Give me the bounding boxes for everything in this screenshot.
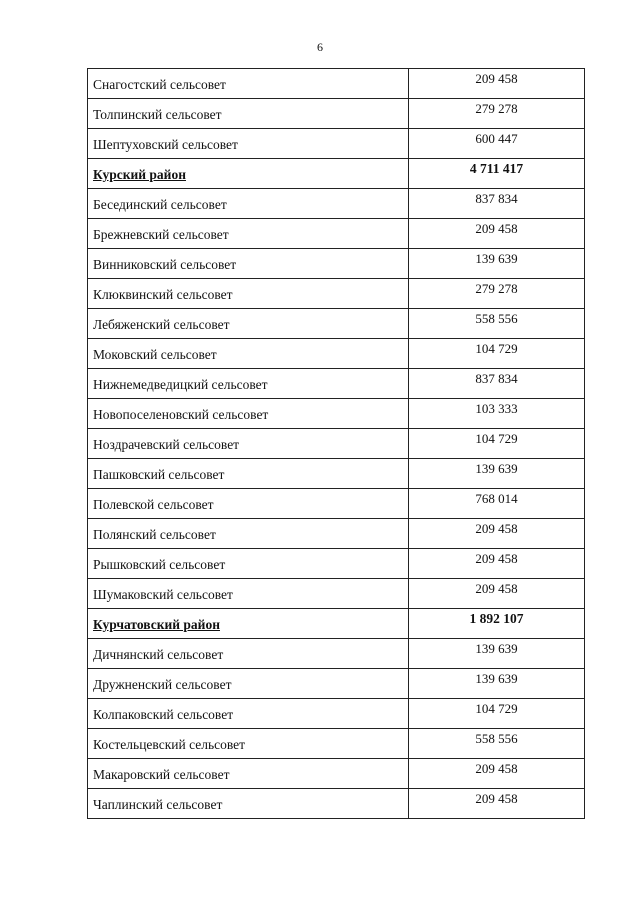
settlement-name: Пашковский сельсовет xyxy=(88,459,409,489)
district-row xyxy=(88,159,585,189)
district-row xyxy=(88,609,585,639)
settlement-name: Макаровский сельсовет xyxy=(88,759,409,789)
district-name: Курчатовский район xyxy=(88,609,409,639)
table-row xyxy=(88,249,585,279)
settlement-amount: 209 458 xyxy=(409,519,585,549)
settlement-amount: 103 333 xyxy=(409,399,585,429)
settlement-name: Дружненский сельсовет xyxy=(88,669,409,699)
settlement-name: Толпинский сельсовет xyxy=(88,99,409,129)
table-row xyxy=(88,99,585,129)
settlement-name: Новопоселеновский сельсовет xyxy=(88,399,409,429)
settlement-amount: 104 729 xyxy=(409,429,585,459)
settlement-amount: 139 639 xyxy=(409,669,585,699)
settlement-name: Рышковский сельсовет xyxy=(88,549,409,579)
table-row xyxy=(88,429,585,459)
settlement-name: Клюквинский сельсовет xyxy=(88,279,409,309)
settlement-name: Снагостский сельсовет xyxy=(88,69,409,99)
table-row xyxy=(88,219,585,249)
settlement-amount: 209 458 xyxy=(409,759,585,789)
table-row xyxy=(88,519,585,549)
settlement-name: Костельцевский сельсовет xyxy=(88,729,409,759)
table-row xyxy=(88,789,585,819)
table-row xyxy=(88,699,585,729)
district-name: Курский район xyxy=(88,159,409,189)
settlement-name: Колпаковский сельсовет xyxy=(88,699,409,729)
settlement-amount: 837 834 xyxy=(409,369,585,399)
settlement-name: Лебяженский сельсовет xyxy=(88,309,409,339)
settlement-name: Полянский сельсовет xyxy=(88,519,409,549)
table-row xyxy=(88,489,585,519)
settlement-amount: 279 278 xyxy=(409,99,585,129)
settlement-amount: 209 458 xyxy=(409,69,585,99)
settlement-name: Чаплинский сельсовет xyxy=(88,789,409,819)
table-row xyxy=(88,69,585,99)
settlement-amount: 279 278 xyxy=(409,279,585,309)
table-row xyxy=(88,339,585,369)
table-row xyxy=(88,759,585,789)
table-row xyxy=(88,669,585,699)
district-total: 1 892 107 xyxy=(409,609,585,639)
settlement-amount: 558 556 xyxy=(409,309,585,339)
table-row xyxy=(88,549,585,579)
settlement-amount: 104 729 xyxy=(409,699,585,729)
table-row xyxy=(88,729,585,759)
table-row xyxy=(88,309,585,339)
settlement-name: Дичнянский сельсовет xyxy=(88,639,409,669)
settlement-amount: 768 014 xyxy=(409,489,585,519)
table-row xyxy=(88,579,585,609)
allocation-table xyxy=(87,68,585,819)
settlement-amount: 209 458 xyxy=(409,579,585,609)
settlement-amount: 139 639 xyxy=(409,459,585,489)
settlement-name: Полевской сельсовет xyxy=(88,489,409,519)
settlement-name: Ноздрачевский сельсовет xyxy=(88,429,409,459)
settlement-amount: 837 834 xyxy=(409,189,585,219)
district-total: 4 711 417 xyxy=(409,159,585,189)
table-row xyxy=(88,459,585,489)
table-row xyxy=(88,279,585,309)
settlement-amount: 558 556 xyxy=(409,729,585,759)
settlement-amount: 139 639 xyxy=(409,249,585,279)
table-row xyxy=(88,369,585,399)
settlement-amount: 209 458 xyxy=(409,549,585,579)
settlement-amount: 139 639 xyxy=(409,639,585,669)
settlement-amount: 209 458 xyxy=(409,219,585,249)
settlement-amount: 209 458 xyxy=(409,789,585,819)
page-number: 6 xyxy=(317,40,323,54)
settlement-name: Шептуховский сельсовет xyxy=(88,129,409,159)
table-body xyxy=(88,69,585,819)
settlement-name: Нижнемедведицкий сельсовет xyxy=(88,369,409,399)
table-row xyxy=(88,399,585,429)
settlement-name: Брежневский сельсовет xyxy=(88,219,409,249)
settlement-amount: 104 729 xyxy=(409,339,585,369)
settlement-name: Бесединский сельсовет xyxy=(88,189,409,219)
settlement-name: Моковский сельсовет xyxy=(88,339,409,369)
table-row xyxy=(88,189,585,219)
settlement-name: Винниковский сельсовет xyxy=(88,249,409,279)
settlement-amount: 600 447 xyxy=(409,129,585,159)
table-row xyxy=(88,129,585,159)
table-row xyxy=(88,639,585,669)
settlement-name: Шумаковский сельсовет xyxy=(88,579,409,609)
